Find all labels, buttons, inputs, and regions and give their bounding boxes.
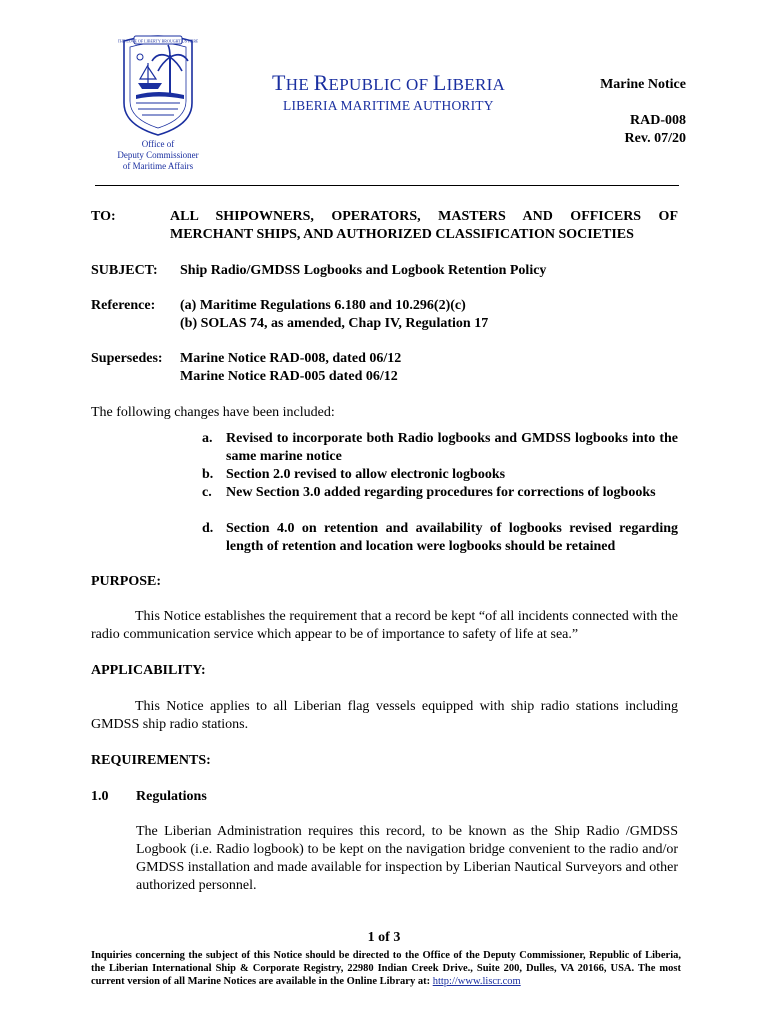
change-text: Revised to incorporate both Radio logbooks and GMDSS logbooks into the same marine notice [226,431,678,464]
office-line: Office of [141,139,175,149]
reference-label: Reference: [91,298,156,313]
supersedes-item: Marine Notice RAD-005 dated 06/12 [180,369,398,384]
supersedes-item: Marine Notice RAD-008, dated 06/12 [180,351,402,366]
liberia-seal-icon [118,33,198,138]
requirements-heading: REQUIREMENTS: [91,753,211,768]
supersedes-label: Supersedes: [91,351,163,366]
reference-item: (b) SOLAS 74, as amended, Chap IV, Regulation 17 [180,316,489,331]
seal-motto: THE LOVE OF LIBERTY BROUGHT US HERE [118,38,198,44]
change-letter: b. [202,467,214,482]
reference-list [180,297,488,333]
supersedes-list [180,350,401,386]
changes-intro: The following changes have been included: [91,405,335,420]
change-text: Section 2.0 revised to allow electronic logbooks [226,467,506,482]
change-item [202,520,678,556]
change-item [202,430,678,466]
footer-text: Inquiries concerning the subject of this Notice should be directed to the Office of the Deputy Commissioner, Republic of Liberia, the Liberian International Ship & Corporate Registry, 22980 Indian Creek Drive., Suite 200, Dulles, VA 20166, USA. The most current version of all Marine Notices are available in the Online Library at: [91,950,681,987]
office-caption [100,139,216,172]
change-item [202,466,678,484]
page-number: 1 of 3 [367,930,401,945]
change-text: Section 4.0 on retention and availability of logbooks revised regarding length of retention and location were logbooks should be retained [226,521,678,554]
purpose-text: This Notice establishes the requirement that a record be kept “of all incidents connected with the radio communication service which appear to be of importance to safety of life at sea.” [91,609,678,642]
registry-link[interactable]: http://www.liscr.com [432,976,521,987]
to-line-2: MERCHANT SHIPS, AND AUTHORIZED CLASSIFICATION SOCIETIES [170,227,634,242]
office-line: Deputy Commissioner [117,150,199,160]
notice-type: Marine Notice [600,77,686,92]
notice-revision: Rev. 07/20 [624,131,686,146]
footer-inquiries [91,949,681,988]
section-number: 1.0 [91,789,109,804]
applicability-heading: APPLICABILITY: [91,663,206,678]
header-divider [95,185,679,186]
to-line-1: ALL SHIPOWNERS, OPERATORS, MASTERS AND OFFICERS OF [170,209,678,224]
change-letter: c. [202,485,212,500]
republic-title: THE REPUBLIC OF LIBERIA [272,70,506,95]
notice-number: RAD-008 [630,113,686,128]
change-text: New Section 3.0 added regarding procedures for corrections of logbooks [226,485,656,500]
authority-name: LIBERIA MARITIME AUTHORITY [283,98,494,113]
reference-item: (a) Maritime Regulations 6.180 and 10.296(2)(c) [180,298,466,313]
office-line: of Maritime Affairs [122,161,194,171]
applicability-text: This Notice applies to all Liberian flag vessels equipped with ship radio stations including GMDSS ship radio stations. [91,699,678,732]
subject-label: SUBJECT: [91,263,158,278]
section-title: Regulations [136,789,207,804]
purpose-heading: PURPOSE: [91,574,161,589]
change-item [202,484,678,520]
subject-value: Ship Radio/GMDSS Logbooks and Logbook Retention Policy [180,263,547,278]
change-letter: a. [202,431,213,446]
change-letter: d. [202,521,214,536]
requirements-text: The Liberian Administration requires this record, to be known as the Ship Radio /GMDSS Logbook (i.e. Radio logbook) to be kept on the navigation bridge convenient to the radio and/or GMDSS installation and made available for inspection by Liberian Nautical Surveyors and other authorized personnel. [136,824,678,893]
to-label: TO: [91,209,116,224]
